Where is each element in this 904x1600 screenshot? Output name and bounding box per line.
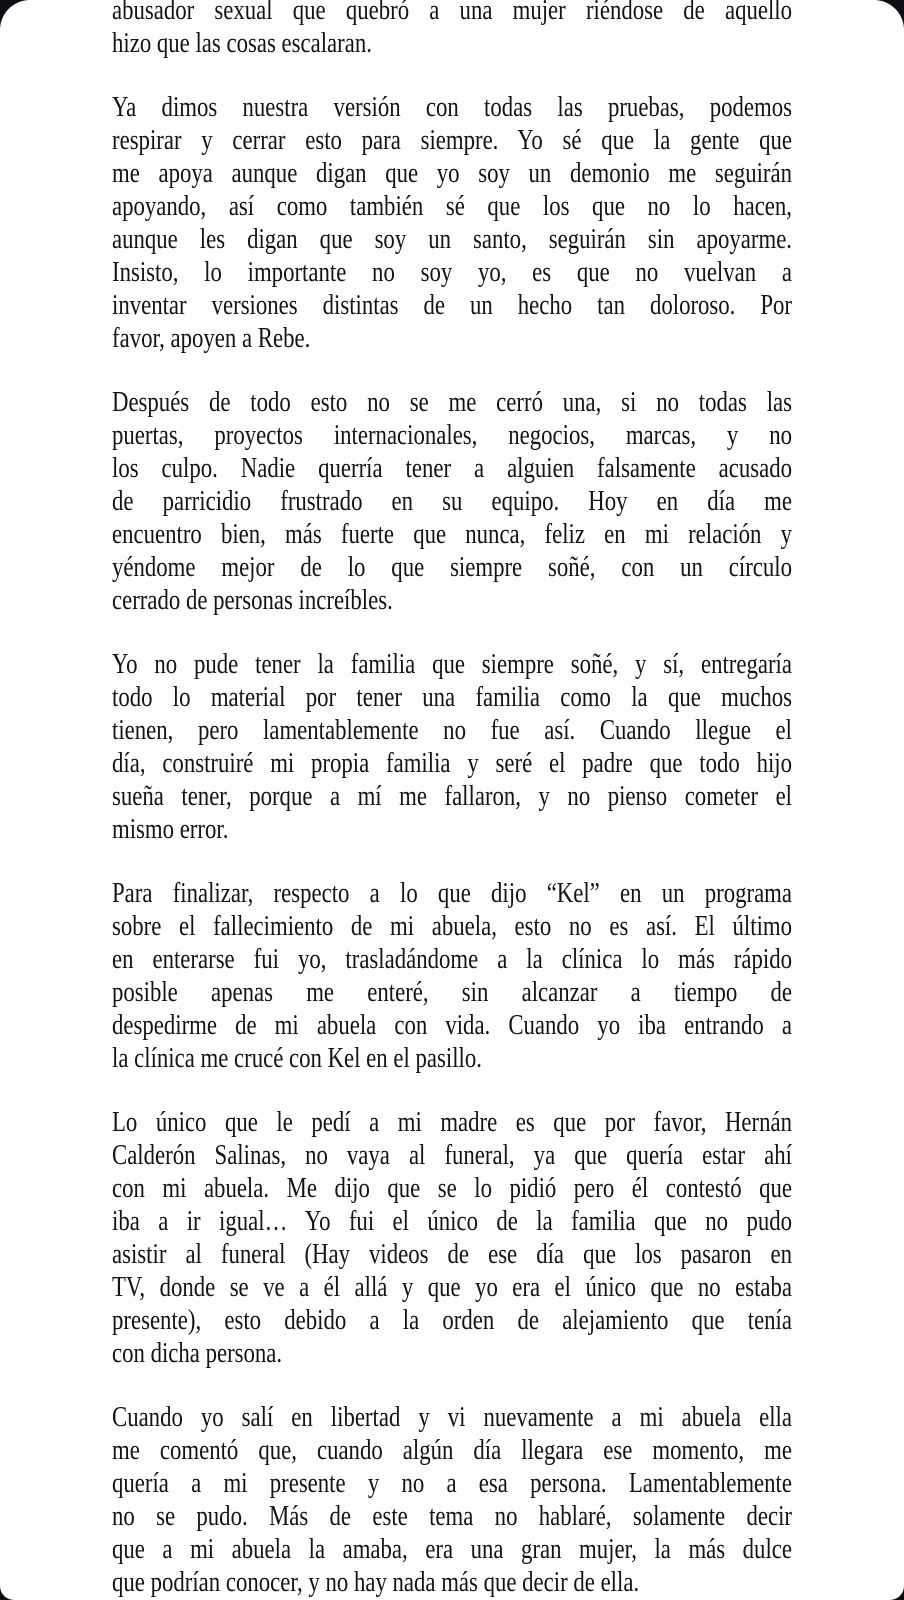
text-line: iba a ir igual… Yo fui el único de la familia que no pudo: [112, 1206, 793, 1237]
text-line: abusador sexual que quebró a una mujer riéndose de aquello: [112, 0, 793, 26]
text-line: asistir al funeral (Hay videos de ese día que los pasaron en: [112, 1239, 793, 1270]
text-line: favor, apoyen a Rebe.: [112, 323, 311, 354]
text-line: tienen, pero lamentablemente no fue así. Cuando llegue el: [112, 715, 793, 746]
text-line: de parricidio frustrado en su equipo. Hoy en día me: [112, 486, 793, 517]
statement-text: [112, 0, 792, 1599]
text-line: despedirme de mi abuela con vida. Cuando yo iba entrando a: [112, 1010, 793, 1041]
statement-text-area: [112, 0, 792, 1600]
text-line: que a mi abuela la amaba, era una gran mujer, la más dulce: [112, 1534, 793, 1565]
text-line: apoyando, así como también sé que los que no lo hacen,: [112, 191, 793, 222]
paragraph: [112, 0, 792, 60]
text-line: que podrían conocer, y no hay nada más que decir de ella.: [112, 1567, 640, 1598]
text-line: Cuando yo salí en libertad y vi nuevamente a mi abuela ella: [112, 1402, 793, 1433]
text-line: sobre el fallecimiento de mi abuela, esto no es así. El último: [112, 911, 793, 942]
text-line: Después de todo esto no se me cerró una, si no todas las: [112, 387, 793, 418]
text-line: quería a mi presente y no a esa persona. Lamentablemente: [112, 1468, 793, 1499]
text-line: inventar versiones distintas de un hecho tan doloroso. Por: [112, 290, 793, 321]
text-line: Para finalizar, respecto a lo que dijo “Kel” en un programa: [112, 878, 793, 909]
paragraph: [112, 386, 792, 617]
text-line: TV, donde se ve a él allá y que yo era el único que no estaba: [112, 1272, 793, 1303]
text-line: respirar y cerrar esto para siempre. Yo sé que la gente que: [112, 125, 793, 156]
paragraph: [112, 648, 792, 846]
text-line: Calderón Salinas, no vaya al funeral, ya que quería estar ahí: [112, 1140, 793, 1171]
text-line: hizo que las cosas escalaran.: [112, 28, 372, 59]
text-line: en enterarse fui yo, trasladándome a la clínica lo más rápido: [112, 944, 793, 975]
text-line: no se pudo. Más de este tema no hablaré, solamente decir: [112, 1501, 793, 1532]
text-line: sueña tener, porque a mí me fallaron, y no pienso cometer el: [112, 781, 793, 812]
text-line: yéndome mejor de lo que siempre soñé, con un círculo: [112, 552, 793, 583]
text-line: encuentro bien, más fuerte que nunca, feliz en mi relación y: [112, 519, 793, 550]
text-line: puertas, proyectos internacionales, negocios, marcas, y no: [112, 420, 793, 451]
text-line: aunque les digan que soy un santo, seguirán sin apoyarme.: [112, 224, 793, 255]
text-line: con mi abuela. Me dijo que se lo pidió pero él contestó que: [112, 1173, 793, 1204]
paragraph: [112, 91, 792, 355]
text-line: con dicha persona.: [112, 1338, 283, 1369]
text-line: cerrado de personas increíbles.: [112, 585, 393, 616]
text-line: mismo error.: [112, 814, 229, 845]
text-line: día, construiré mi propia familia y seré el padre que todo hijo: [112, 748, 793, 779]
text-line: Lo único que le pedí a mi madre es que por favor, Hernán: [112, 1107, 793, 1138]
paragraph: [112, 1401, 792, 1599]
text-line: me comentó que, cuando algún día llegara ese momento, me: [112, 1435, 793, 1466]
text-line: la clínica me crucé con Kel en el pasillo.: [112, 1043, 482, 1074]
text-line: todo lo material por tener una familia como la que muchos: [112, 682, 793, 713]
text-line: presente), esto debido a la orden de alejamiento que tenía: [112, 1305, 793, 1336]
text-line: Ya dimos nuestra versión con todas las pruebas, podemos: [112, 92, 793, 123]
text-line: Insisto, lo importante no soy yo, es que no vuelvan a: [112, 257, 793, 288]
paragraph: [112, 1106, 792, 1370]
text-line: Yo no pude tener la familia que siempre soñé, y sí, entregaría: [112, 649, 793, 680]
text-line: me apoya aunque digan que yo soy un demonio me seguirán: [112, 158, 793, 189]
text-line: los culpo. Nadie querría tener a alguien falsamente acusado: [112, 453, 793, 484]
paragraph: [112, 877, 792, 1075]
text-line: posible apenas me enteré, sin alcanzar a tiempo de: [112, 977, 793, 1008]
